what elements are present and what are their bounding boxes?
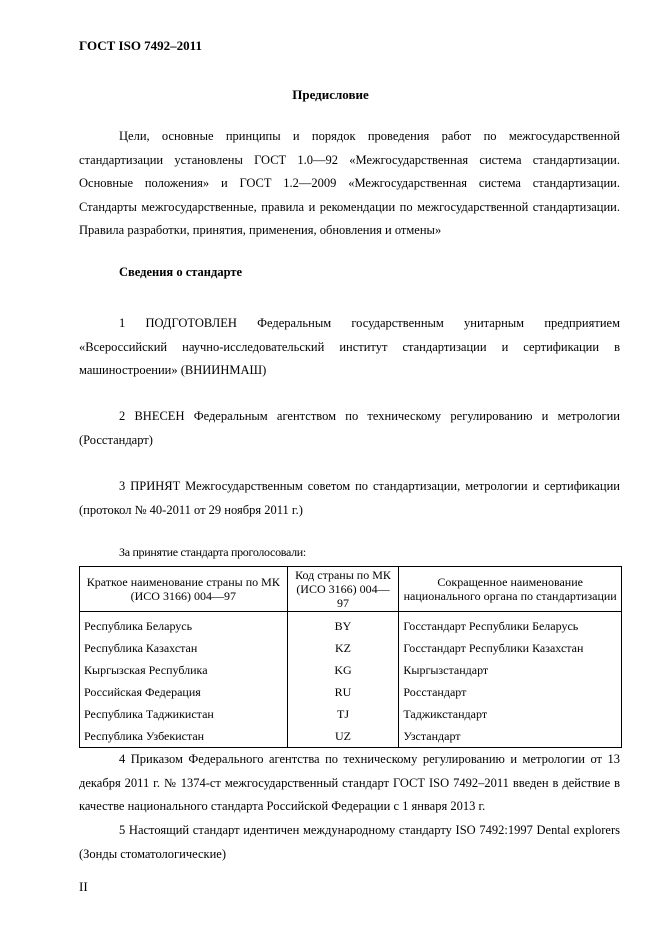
body-cell: Кыргызстандарт: [399, 659, 622, 681]
document-header: ГОСТ ISO 7492–2011: [79, 38, 202, 53]
info-item-3: 3 ПРИНЯТ Межгосударственным советом по стандартизации, метрологии и сертификации (протокол № 40-2011 от 29 ноября 2011 г.): [79, 479, 620, 517]
info-item-1: 1 ПОДГОТОВЛЕН Федеральным государственным унитарным предприятием «Всероссийский научно-исследовательский институт стандартизации и сертификации в машиностроении» (ВНИИНМАШ): [79, 316, 620, 377]
table-row: [80, 703, 622, 725]
table-row: [80, 637, 622, 659]
body-cell: Госстандарт Республики Казахстан: [399, 637, 622, 659]
body-cell: Узстандарт: [399, 725, 622, 748]
header-country: Краткое наименование страны по МК (ИСО 3166) 004—97: [80, 567, 288, 612]
table-row: [80, 681, 622, 703]
info-item-4: 4 Приказом Федерального агентства по техническому регулированию и метрологии от 13 декабря 2011 г. № 1374-ст межгосударственный стандарт ГОСТ ISO 7492–2011 введен в действие в качестве национального стандарта Российской Федерации с 1 января 2013 г.: [79, 752, 620, 813]
code-cell: KG: [287, 659, 399, 681]
foreword-title: Предисловие: [292, 87, 369, 102]
vote-table-header: [80, 567, 622, 612]
country-cell: Кыргызская Республика: [80, 659, 288, 681]
voted-label: За принятие стандарта проголосовали:: [119, 545, 306, 559]
vote-table: [79, 566, 622, 748]
info-item-2: 2 ВНЕСЕН Федеральным агентством по техническому регулированию и метрологии (Росстандарт): [79, 409, 620, 447]
country-cell: Республика Казахстан: [80, 637, 288, 659]
foreword-text: Цели, основные принципы и порядок проведения работ по межгосударственной стандартизации установлены ГОСТ 1.0—92 «Межгосударственная система стандартизации. Основные положения» и ГОСТ 1.2—2009 «Межгосударственная система стандартизации. Стандарты межгосударственные, правила и рекомендации по межгосударственной стандартизации. Правила разработки, принятия, применения, обновления и отмены»: [79, 129, 620, 237]
body-cell: Таджикстандарт: [399, 703, 622, 725]
country-cell: Республика Узбекистан: [80, 725, 288, 748]
standard-info-title: Сведения о стандарте: [119, 265, 243, 279]
code-cell: TJ: [287, 703, 399, 725]
body-cell: Росстандарт: [399, 681, 622, 703]
body-cell: Госстандарт Республики Беларусь: [399, 612, 622, 638]
header-code: Код страны по МК (ИСО 3166) 004—97: [287, 567, 399, 612]
code-cell: RU: [287, 681, 399, 703]
country-cell: Российская Федерация: [80, 681, 288, 703]
country-cell: Республика Таджикистан: [80, 703, 288, 725]
table-row: [80, 725, 622, 748]
code-cell: BY: [287, 612, 399, 638]
header-body: Сокращенное наименование национального органа по стандартизации: [399, 567, 622, 612]
table-row: [80, 659, 622, 681]
country-cell: Республика Беларусь: [80, 612, 288, 638]
page-number: II: [79, 879, 88, 894]
code-cell: KZ: [287, 637, 399, 659]
info-item-5: 5 Настоящий стандарт идентичен международному стандарту ISO 7492:1997 Dental explorers (Зонды стоматологические): [79, 823, 620, 861]
code-cell: UZ: [287, 725, 399, 748]
table-row: [80, 612, 622, 638]
